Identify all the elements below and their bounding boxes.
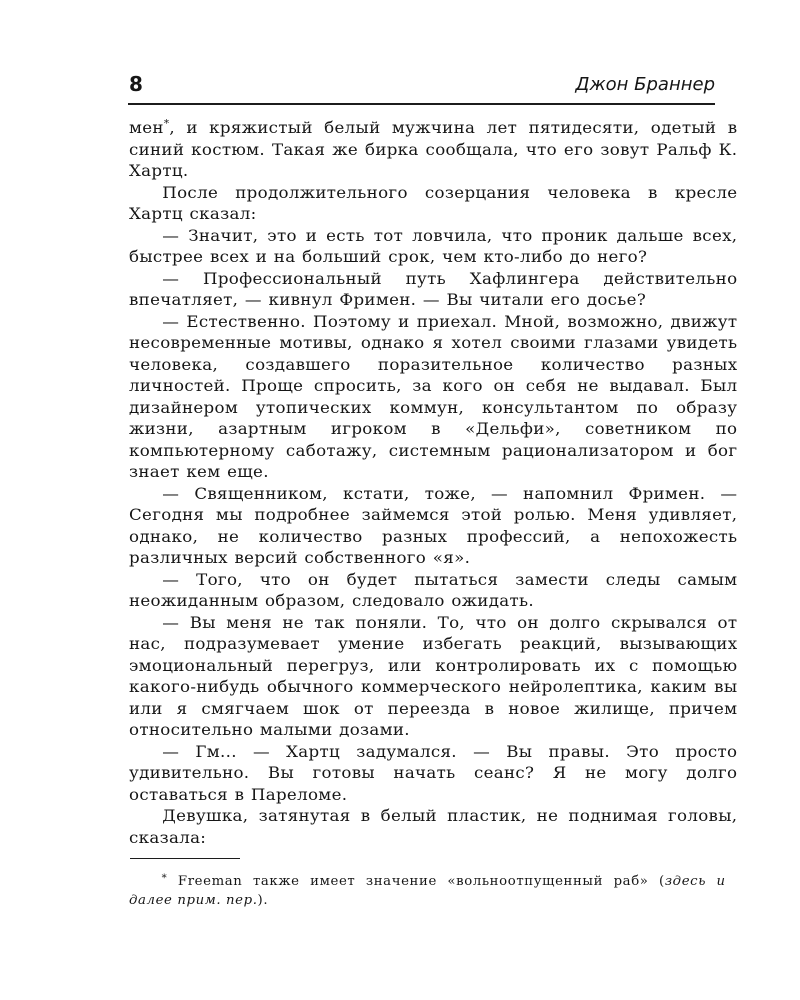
paragraph-2: После продолжительного созерцания человека в кресле Хартц сказал: bbox=[129, 182, 738, 223]
footnote-italic: здесь и далее прим. пер. bbox=[129, 874, 726, 908]
footnote-text: Freeman также имеет значение «вольноотпущенный раб» ( bbox=[177, 874, 665, 889]
paragraph-7: — Того, что он будет пытаться замести следы самым неожиданным образом, следовало ожидать. bbox=[129, 569, 738, 610]
footnote bbox=[129, 869, 726, 910]
paragraph-4: — Профессиональный путь Хафлингера действительно впечатляет, — кивнул Фримен. — Вы читали его досье? bbox=[129, 268, 738, 309]
footnote-rule bbox=[130, 858, 240, 859]
paragraph-8: — Вы меня не так поняли. То, что он долго скрывался от нас, подразумевает умение избегать реакций, вызывающих эмоциональный перегруз, или контролировать их с помощью какого-нибудь обычного коммерческого нейролептика, каким вы или я смягчаем шок от переезда в новое жилище, причем относительно малыми дозами. bbox=[129, 612, 738, 739]
page-number: 8 bbox=[129, 72, 143, 96]
paragraph-1-start: мен bbox=[129, 118, 164, 137]
body-text bbox=[129, 117, 737, 848]
paragraph-1 bbox=[129, 117, 737, 182]
running-title: Джон Браннер bbox=[575, 74, 715, 95]
footnote-reference: * bbox=[163, 118, 170, 130]
paragraph-3: — Значит, это и есть тот ловчила, что проник дальше всех, быстрее всех и на больший срок, чем кто-либо до него? bbox=[129, 225, 738, 266]
paragraph-9: — Гм... — Хартц задумался. — Вы правы. Это просто удивительно. Вы готовы начать сеанс? Я не могу долго оставаться в Пареломе. bbox=[129, 741, 738, 804]
footnote-paragraph bbox=[129, 869, 726, 910]
footnote-mark: * bbox=[161, 873, 168, 884]
footnote-close: ). bbox=[257, 893, 269, 908]
paragraph-10: Девушка, затянутая в белый пластик, не поднимая головы, сказала: bbox=[129, 806, 738, 847]
paragraph-6: — Священником, кстати, тоже, — напомнил Фримен. — Сегодня мы подробнее займемся этой ролью. Меня удивляет, однако, не количество разных профессий, а непохожесть различных версий собственного «я». bbox=[129, 483, 738, 567]
header-rule bbox=[128, 103, 715, 105]
paragraph-1-rest: , и кряжистый белый мужчина лет пятидесяти, одетый в синий костюм. Такая же бирка сообщала, что его зовут Ральф К. Хартц. bbox=[129, 118, 738, 180]
paragraph-5: — Естественно. Поэтому и приехал. Мной, возможно, движут несовременные мотивы, однако я хотел своими глазами увидеть человека, создавшего поразительное количество разных личностей. Проще спросить, за кого он себя не выдавал. Был дизайнером утопических коммун, консультантом по образу жизни, азартным игроком в «Дельфи», советником по компьютерному саботажу, системным рационализатором и бог знает кем еще. bbox=[129, 311, 738, 481]
